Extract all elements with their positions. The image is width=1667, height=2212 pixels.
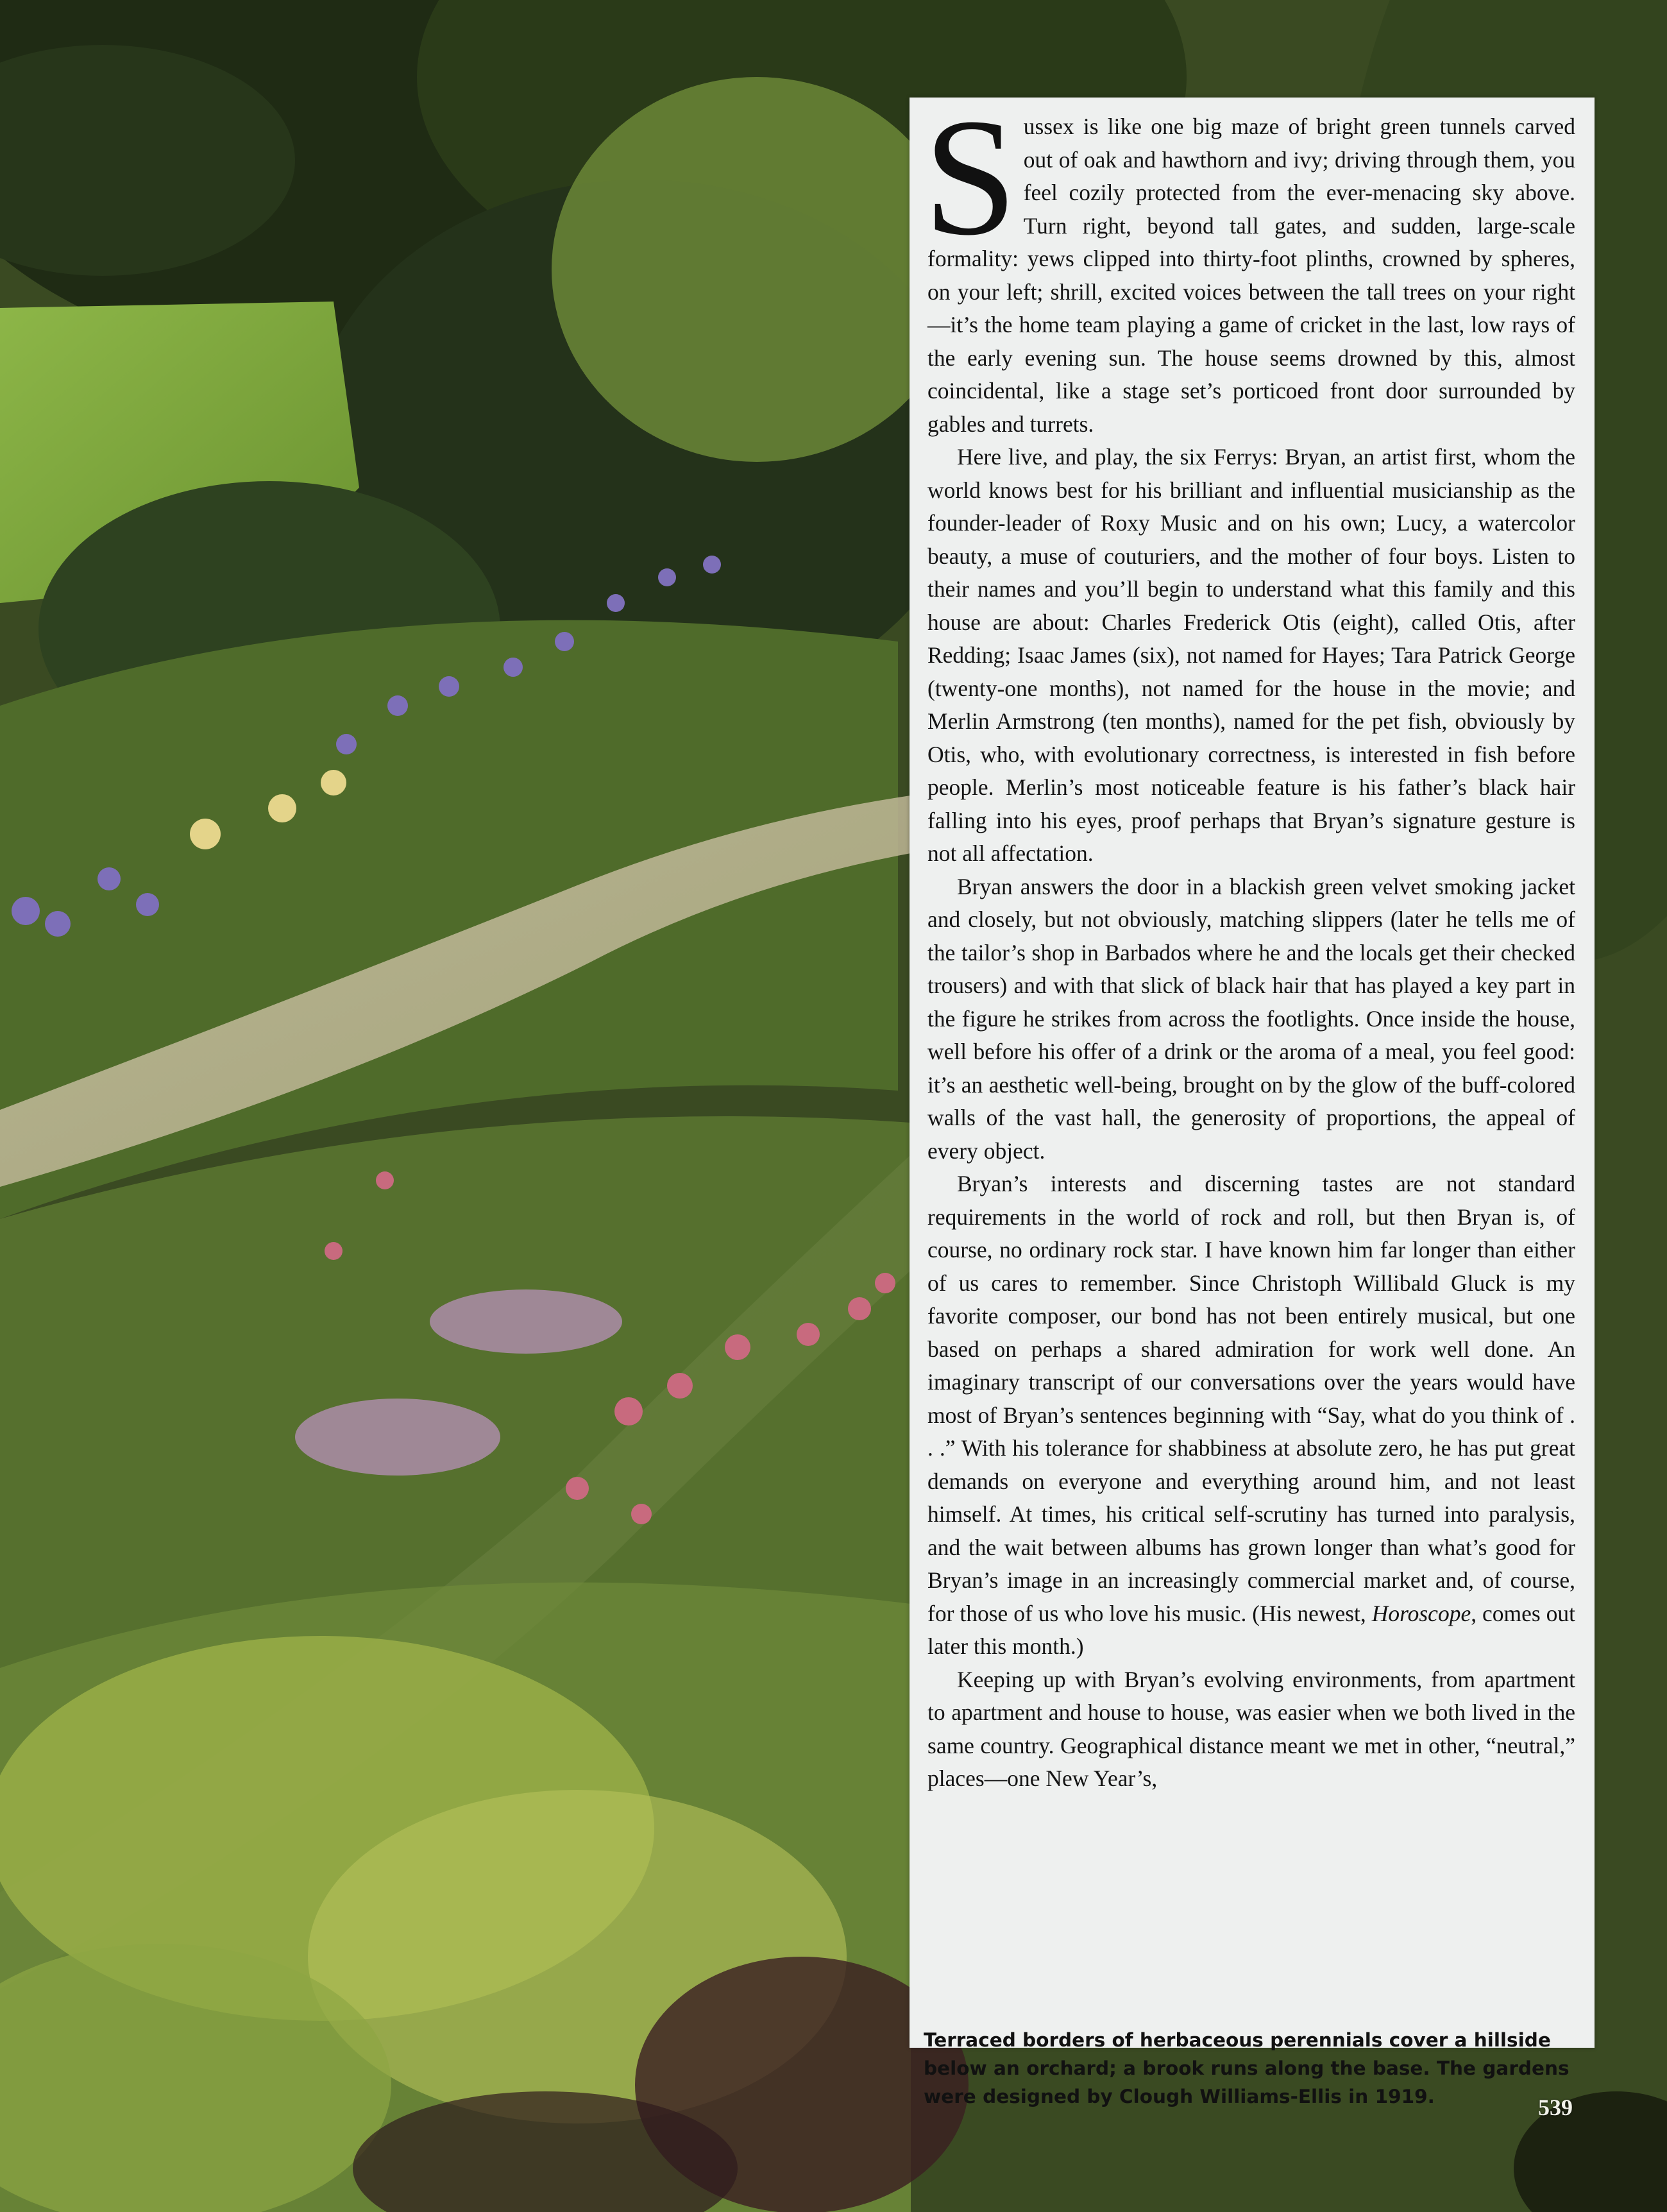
photo-caption: Terraced borders of herbaceous perennials cover a hillside below an orchard; a brook runs along the base. The gardens were designed by Clough Williams-Ellis in 1919.: [924, 2029, 1570, 2107]
article-paragraph-4-text: Bryan’s interests and discerning tastes are not standard requirements in the world of rock and roll, but then Bryan is, of course, no ordinary rock star. I have known him far longer than either of us cares to remember. Since Christoph Willibald Gluck is my favorite composer, our bond has not been entirely musical, but one based on perhaps a shared admiration for work well done. An imaginary transcript of our conversations over the years would have most of Bryan’s sentences beginning with “Say, what do you think of . . .” With his tolerance for shabbiness at absolute zero, he has put great demands on everyone and everything around him, and not least himself. At times, his critical self-scrutiny has turned into paralysis, and the wait between albums has grown longer than what’s good for Bryan’s image in an increasingly commercial market and, of course, for those of us who love his music. (His newest,: [927, 1171, 1575, 1626]
article-paragraph-1-text: ussex is like one big maze of bright green tunnels carved out of oak and hawthorn and ivy; driving through them, you feel cozily protected from the ever-menacing sky above. Turn right, beyond tall gates, and sudden, large-scale formality: yews clipped into thirty-foot plinths, crowned by spheres, on your left; shrill, excited voices between the tall trees on your right—it’s the home team playing a game of cricket in the last, low rays of the early evening sun. The house seems drowned by this, almost coincidental, like a stage set’s porticoed front door surrounded by gables and turrets.: [927, 114, 1575, 437]
page-number: 539: [1538, 2095, 1573, 2120]
article-panel: [910, 84, 1595, 2048]
article-paragraph-1: [924, 84, 1575, 441]
article-paragraph-5: Keeping up with Bryan’s evolving environments, from apartment to apartment and house to house, was easier when we both lived in the same country. Geographical distance meant we met in other, “neutral,” places—one New Year’s,: [927, 1666, 1575, 1791]
article-body: [924, 84, 1575, 1796]
article-paragraph-4: [927, 1168, 1575, 1663]
album-title: Horoscope: [1371, 1600, 1471, 1626]
article-paragraph-2: Here live, and play, the six Ferrys: Bryan, an artist first, whom the world knows best for his brilliant and influential musicianship as the founder-leader of Roxy Music and on his own; Lucy, a watercolor beauty, a muse of couturiers, and the mother of four boys. Listen to their names and you’ll begin to understand what this family and this house are about: Charles Frederick Otis (eight), called Otis, after Redding; Isaac James (six), not named for Hayes; Tara Patrick George (twenty-one months), not named for the house in the movie; and Merlin Armstrong (ten months), named for the pet fish, obviously by Otis, who, with evolutionary correctness, is interested in fish before people. Merlin’s most noticeable feature is his father’s black hair falling into his eyes, proof perhaps that Bryan’s signature gesture is not all affectation.: [927, 444, 1575, 866]
article-paragraph-3: Bryan answers the door in a blackish green velvet smoking jacket and closely, but not obviously, matching slippers (later he tells me of the tailor’s shop in Barbados where he and the locals get their checked trousers) and with that slick of black hair that has played a key part in the figure he strikes from across the footlights. Once inside the house, well before his offer of a drink or the aroma of a meal, you feel good: it’s an aesthetic well-being, brought on by the glow of the buff-colored walls of the vast hall, the generosity of proportions, the appeal of every object.: [927, 873, 1575, 1164]
drop-cap: S: [924, 84, 1017, 270]
article-paragraph-4-end: , comes out later this month.): [927, 1600, 1575, 1659]
